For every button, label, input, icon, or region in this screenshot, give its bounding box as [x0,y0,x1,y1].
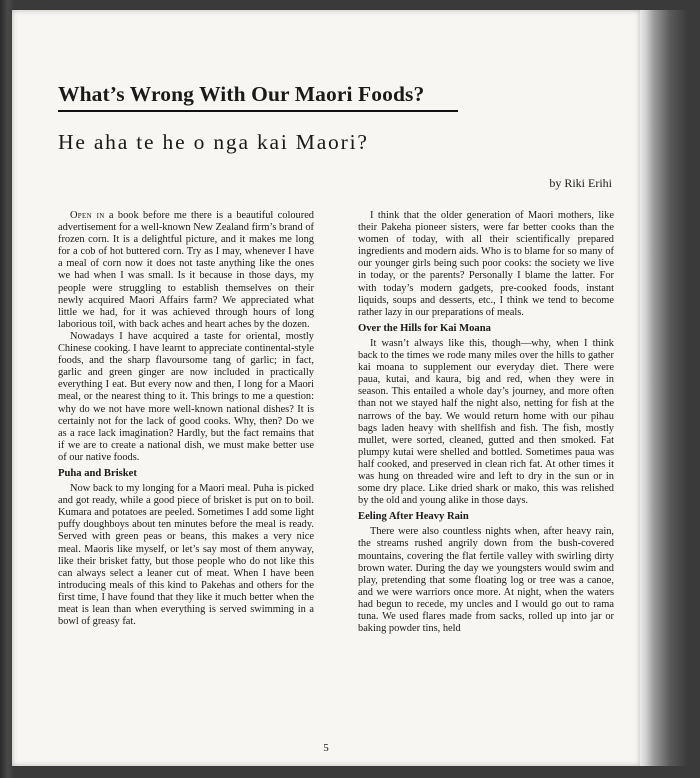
section-heading-kai-moana: Over the Hills for Kai Moana [358,322,491,334]
left-paragraph-2: Nowadays I have acquired a taste for oriental, mostly Chinese cooking. I have learnt to appreciate continental-style foods, and the sharp flavoursome tang of garlic; in fact, garlic and green ginger are now included in practically everything I eat. But every now and then, I long for a Maori meal, or the nearest thing to it. This brings to me a question: why do we not have more well-known national dishes? It is certainly not for the lack of good cooks. Why, then? Do we as a race lack imagination? Hardly, but the fact remains that if we are to create a national dish, we must make better use of our native foods. [58,330,314,463]
page-number: 5 [323,742,329,754]
right-column [358,210,614,730]
left-column [58,210,314,730]
right-paragraph-3: There were also countless nights when, after heavy rain, the streams rushed angrily down from the bush-covered mountains, covering the flat fertile valley with swirling dirty brown water. During the day we youngsters would swim and play, pretending that some floating log or tree was a canoe, and we were warriors once more. At night, when the waters had begun to recede, my uncles and I would go out to rama tuna. We used flares made from sacks, rolled up into jar or baking powder tins, held [358,526,614,635]
page-binding-shadow [640,10,688,766]
title-rule [58,110,458,112]
article-title-english: What’s Wrong With Our Maori Foods? [58,82,425,106]
right-paragraph-2: It wasn’t always like this, though—why, when I think back to the times we rode many miles over the hills to gather kai moana to supplement our everyday diet. There were paua, kutai, and kaura, big and red, when they were in season. This entailed a whole day’s journey, and more often than not we stayed half the night also, netting for fish at the narrows of the bay. We would return home with our pihau bags laden heavy with shellfish and fish. The fish, mostly mullet, were sorted, cleaned, gutted and then smoked. Fat plumpy kutai were shelled and bottled. Sometimes paua was half cooked, and preserved in clean rich fat. At other times it was hung on threaded wire and left to dry in the sun or in some dry place. Like dried shark or mako, this was relished by the old and young alike in those days. [358,337,614,507]
right-paragraph-1: I think that the older generation of Maori mothers, like their Pakeha pioneer sisters, were far better cooks than the women of today, with all their scientifically prepared ingredients and modern aids. Who is to blame for so many of our younger girls being such poor cooks: the society we live in today, or the parents? Personally I blame the latter. For with today’s modern gadgets, pre-cooked foods, instant liquids, soups and desserts, etc., I think we tend to become rather lazy in our preparations of meals. [358,210,614,318]
article-title-maori: He aha te he o nga kai Maori? [58,130,369,154]
left-paragraph-1 [58,210,314,331]
magazine-page [12,10,640,766]
section-heading-puha: Puha and Brisket [58,467,137,479]
byline: by Riki Erihi [549,176,612,190]
left-paragraph-1-text: a book before me there is a beautiful coloured advertisement for a well-known New Zealand firm’s brand of frozen corn. It is a delightful picture, and it makes me long for a cob of hot buttered corn. Try as I may, whenever I have a meal of corn now it does not taste anything like the ones we had when I was small. Is it because in those days, my people were struggling to establish themselves on their newly acquired Maori Affairs farm? We appreciated what little we had, for it was achieved through hours of long laborious toil, with back aches and heart aches by the dozen. [58,210,314,330]
left-paragraph-3: Now back to my longing for a Maori meal. Puha is picked and got ready, while a good piece of brisket is put on to boil. Kumara and potatoes are peeled. Sometimes I add some light puffy doughboys about ten minutes before the meal is ready. Served with green peas or beans, this makes a very nice meal. Maoris like myself, or let’s say most of them anyway, like their brisket fatty, but those people who do not like this can always select a leaner cut of meat. When I have been introducing meals of this kind to Pakehas and others for the first time, I have found that they like it much better when the meat is lean than when everything is served swimming in a bowl of greasy fat. [58,483,314,628]
opening-words: Open in [70,210,105,221]
section-heading-eeling: Eeling After Heavy Rain [358,511,469,523]
